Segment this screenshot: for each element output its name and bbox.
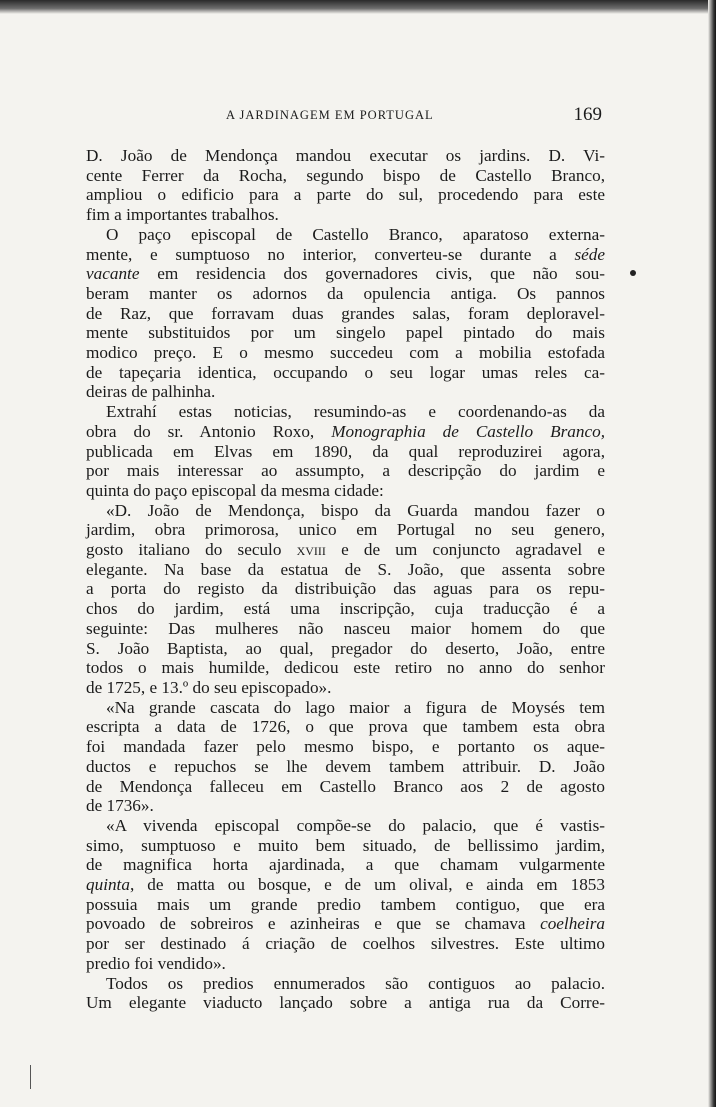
text-line: cente Ferrer da Rocha, segundo bispo de Castello Branco, [86, 165, 605, 185]
scan-shadow-top [0, 0, 716, 14]
text-line: mente, e sumptuoso no interior, converteu-se durante a séde [86, 244, 605, 264]
text-line: de Mendonça falleceu em Castello Branco aos 2 de agosto [86, 776, 605, 796]
scan-mark [30, 1065, 31, 1089]
paragraph [86, 225, 605, 402]
text-line: jardim, obra primorosa, unico em Portugal no seu genero, [86, 520, 605, 540]
text-line: seguinte: Das mulheres não nasceu maior homem do que [86, 618, 605, 638]
paragraph [86, 402, 605, 501]
text-line: de Raz, que forravam duas grandes salas, foram deploravel- [86, 303, 605, 323]
text-line: possuia mais um grande predio tambem contiguo, que era [86, 894, 605, 914]
body-text [86, 146, 605, 1013]
text-line: escripta a data de 1726, o que prova que tambem esta obra [86, 717, 605, 737]
paragraph [86, 816, 605, 974]
text-line: de magnifica horta ajardinada, a que chamam vulgarmente [86, 855, 605, 875]
text-line: vacante em residencia dos governadores civis, que não sou- [86, 264, 605, 284]
running-head: A JARDINAGEM EM PORTUGAL [226, 108, 434, 122]
text-line: modico preço. E o mesmo succedeu com a mobilia estofada [86, 343, 605, 363]
text-line: «D. João de Mendonça, bispo da Guarda mandou fazer o [106, 500, 605, 520]
text-line: elegante. Na base da estatua de S. João, que assenta sobre [86, 559, 605, 579]
text-line: foi mandada fazer pelo mesmo bispo, e portanto os aque- [86, 737, 605, 757]
text-line: S. João Baptista, ao qual, pregador do deserto, João, entre [86, 638, 605, 658]
text-line: ampliou o edificio para a parte do sul, procedendo para este [86, 185, 605, 205]
scan-shadow-right [708, 0, 716, 1107]
paragraph [86, 698, 605, 816]
text-line: «A vivenda episcopal compõe-se do palacio, que é vastis- [106, 815, 605, 835]
text-line: Um elegante viaducto lançado sobre a antiga rua da Corre- [86, 993, 605, 1013]
text-line: simo, sumptuoso e muito bem situado, de bellissimo jardim, [86, 835, 605, 855]
text-line: fim a importantes trabalhos. [86, 205, 279, 225]
century-numeral: xviii [296, 540, 326, 560]
italic-term: séde [574, 244, 605, 264]
text-line: beram manter os adornos da opulencia antiga. Os pannos [86, 283, 605, 303]
text-line: quinta do paço episcopal da mesma cidade: [86, 480, 384, 500]
text-line: D. João de Mendonça mandou executar os jardins. D. Vi- [86, 146, 605, 165]
text-line: quinta, de matta ou bosque, e de um olival, e ainda em 1853 [86, 875, 605, 895]
text-line: ductos e repuchos se lhe devem tambem attribuir. D. João [86, 756, 605, 776]
text-line: por mais interessar ao assumpto, a descripção do jardim e [86, 461, 605, 481]
text-line: obra do sr. Antonio Roxo, Monographia de Castello Branco, [86, 421, 605, 441]
text-line: «Na grande cascata do lago maior a figura de Moysés tem [106, 697, 605, 717]
text-line: O paço episcopal de Castello Branco, aparatoso externa- [106, 224, 605, 244]
text-line: povoado de sobreiros e azinheiras e que se chamava coelheira [86, 914, 605, 934]
text-line: a porta do registo da distribuição das aguas para os repu- [86, 579, 605, 599]
text-line: gosto italiano do seculo xviii e de um conjuncto agradavel e [86, 540, 605, 560]
ink-spot [630, 270, 636, 276]
paragraph [86, 974, 605, 1013]
page-header [86, 104, 602, 128]
text-line: Todos os predios ennumerados são contiguos ao palacio. [106, 973, 605, 993]
paragraph [86, 146, 605, 225]
text-line: Extrahí estas noticias, resumindo-as e coordenando-as da [106, 402, 605, 422]
text-line: chos do jardim, está uma inscripção, cuja traducção é a [86, 599, 605, 619]
text-line: todos o mais humilde, dedicou este retiro no anno do senhor [86, 658, 605, 678]
book-title: Monographia de Castello Branco, [331, 421, 605, 441]
text-line: de tapeçaria identica, occupando o seu logar umas reles ca- [86, 362, 605, 382]
italic-term: quinta [86, 875, 130, 895]
italic-term: coelheira [540, 914, 605, 934]
page-number: 169 [573, 104, 602, 125]
paragraph [86, 501, 605, 698]
text-line: mente substituidos por um singelo papel pintado do mais [86, 323, 605, 343]
text-line: de 1736». [86, 796, 154, 816]
italic-term: vacante [86, 264, 140, 284]
text-line: predio foi vendido». [86, 953, 226, 973]
text-line: por ser destinado á criação de coelhos silvestres. Este ultimo [86, 934, 605, 954]
text-line: de 1725, e 13.º do seu episcopado». [86, 677, 332, 697]
text-line: deiras de palhinha. [86, 382, 216, 402]
text-line: publicada em Elvas em 1890, da qual reproduzirei agora, [86, 441, 605, 461]
